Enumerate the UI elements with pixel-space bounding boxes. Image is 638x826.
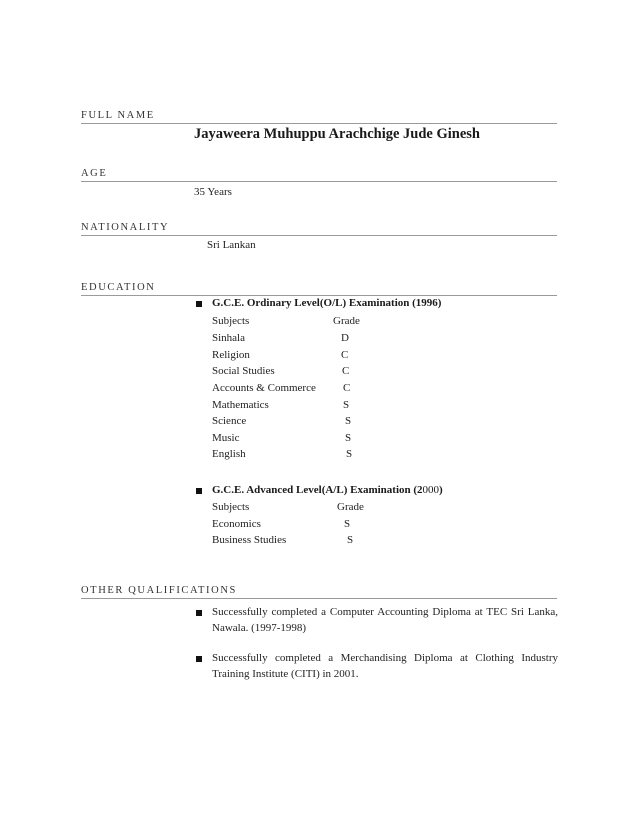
table-row — [212, 517, 372, 531]
subject-name: Mathematics — [212, 399, 269, 411]
table-row — [212, 398, 372, 412]
bullet-icon — [196, 656, 202, 662]
bullet-icon — [196, 488, 202, 494]
full-name-value: Jayaweera Muhuppu Arachchige Jude Ginesh — [194, 126, 480, 142]
grade-header: Grade — [337, 501, 364, 513]
subject-name: Economics — [212, 518, 261, 530]
subject-name: Accounts & Commerce — [212, 382, 316, 394]
subject-name: Social Studies — [212, 365, 275, 377]
al-exam-title-main: G.C.E. Advanced Level(A/L) Examination (2 — [212, 484, 423, 496]
subject-grade: S — [346, 448, 353, 460]
subject-name: Science — [212, 415, 247, 427]
bullet-icon — [196, 301, 202, 307]
al-table-header — [212, 500, 372, 514]
table-row — [212, 431, 372, 445]
subject-grade: S — [343, 399, 350, 411]
subject-grade: D — [341, 332, 349, 344]
nationality-value: Sri Lankan — [207, 239, 256, 251]
subject-grade: S — [344, 518, 351, 530]
subject-name: English — [212, 448, 246, 460]
education-heading: EDUCATION — [81, 281, 557, 296]
subject-name: Religion — [212, 349, 250, 361]
subject-grade: C — [341, 349, 349, 361]
ol-exam-title: G.C.E. Ordinary Level(O/L) Examination (1996) — [212, 297, 442, 309]
subjects-header: Subjects — [212, 315, 250, 327]
al-exam-title — [212, 484, 443, 496]
table-row — [212, 331, 372, 345]
age-heading: AGE — [81, 167, 557, 182]
nationality-heading: NATIONALITY — [81, 221, 557, 236]
qualification-item: Successfully completed a Computer Accounting Diploma at TEC Sri Lanka, Nawala. (1997-1998) — [212, 606, 558, 634]
grade-header: Grade — [333, 315, 360, 327]
table-row — [212, 533, 372, 547]
bullet-icon — [196, 610, 202, 616]
table-row — [212, 414, 372, 428]
subject-grade: C — [342, 365, 350, 377]
table-row — [212, 381, 372, 395]
table-row — [212, 348, 372, 362]
subject-name: Music — [212, 432, 240, 444]
full-name-heading: FULL NAME — [81, 109, 557, 124]
subject-grade: S — [345, 415, 352, 427]
subject-name: Sinhala — [212, 332, 245, 344]
subject-grade: C — [343, 382, 351, 394]
subjects-header: Subjects — [212, 501, 250, 513]
age-value: 35 Years — [194, 186, 232, 198]
table-row — [212, 447, 372, 461]
subject-grade: S — [345, 432, 352, 444]
qualification-item: Successfully completed a Merchandising Diploma at Clothing Industry Training Institute (CITI) in 2001. — [212, 652, 558, 680]
table-row — [212, 364, 372, 378]
al-exam-title-end: ) — [439, 484, 443, 496]
ol-table-header — [212, 314, 372, 328]
subject-grade: S — [347, 534, 354, 546]
al-exam-title-year: 000 — [422, 484, 440, 496]
subject-name: Business Studies — [212, 534, 287, 546]
other-qualifications-heading: OTHER QUALIFICATIONS — [81, 584, 557, 599]
